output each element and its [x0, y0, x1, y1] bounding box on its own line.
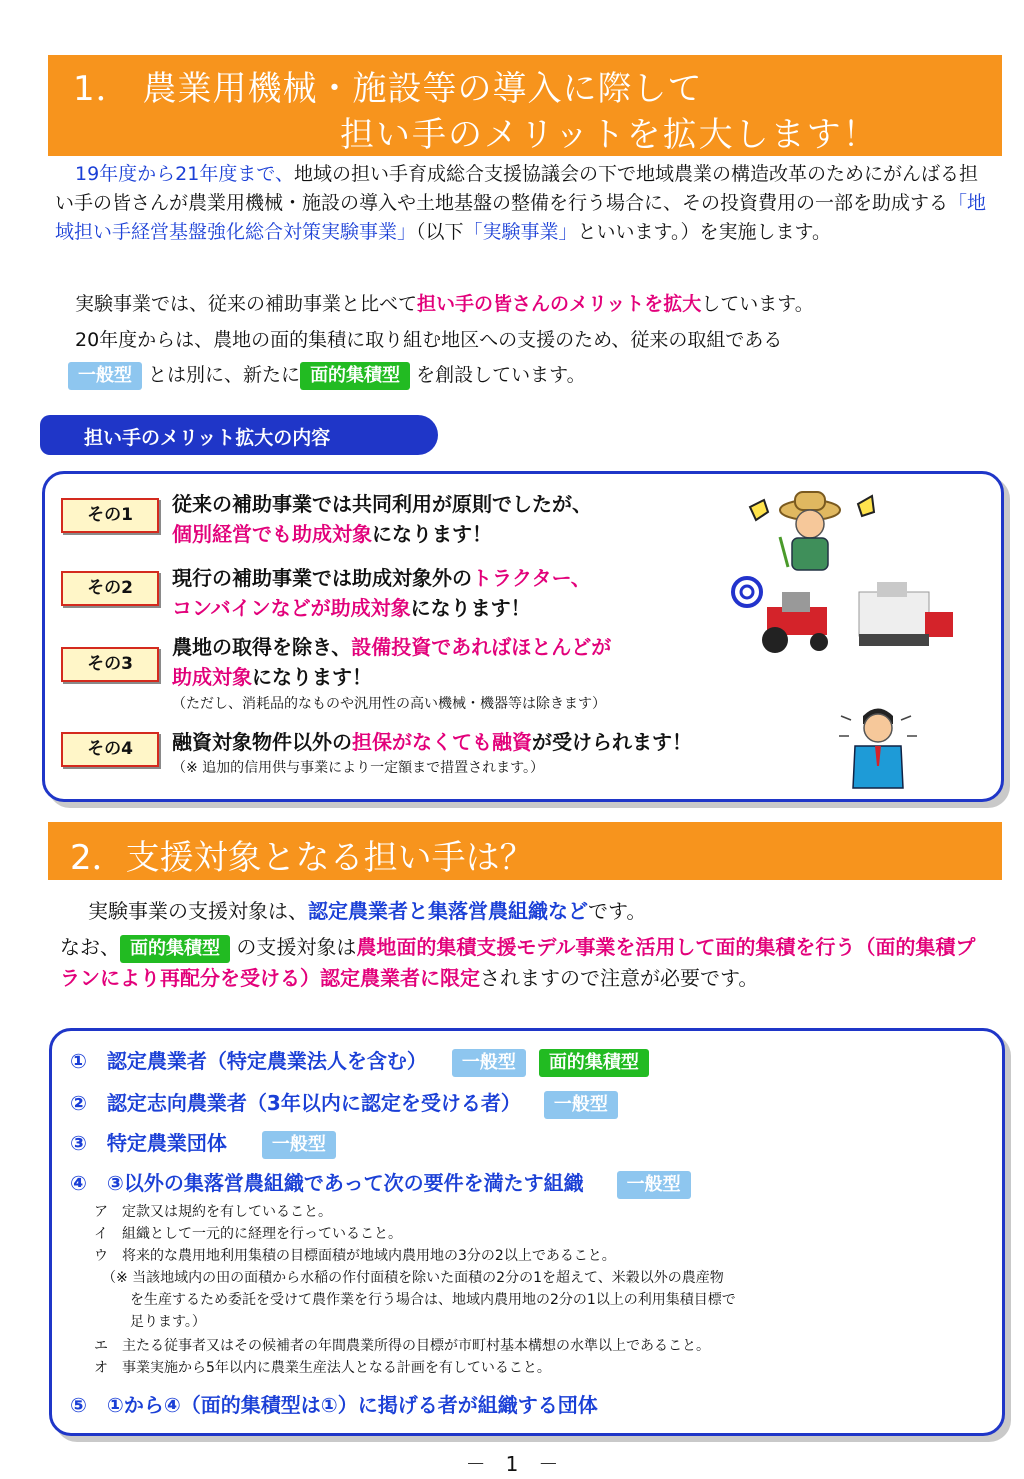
tag-area-type: 面的集積型	[300, 362, 410, 390]
farmer-illustration	[740, 482, 880, 572]
section2-line1-highlight: 認定農業者と集落営農組織など	[308, 899, 588, 923]
section2-note-a: なお、	[60, 935, 120, 959]
target-1-tag-area: 面的集積型	[539, 1049, 649, 1077]
targets-box	[49, 1028, 1005, 1436]
intro-program-name: 「地域担い手経営基盤強化総合対策実験事業」	[55, 192, 987, 243]
merit-2-highlight2: コンバインなどが助成対象	[172, 596, 411, 620]
merit-1-line1: 従来の補助事業では共同利用が原則でしたが、	[172, 492, 592, 516]
merit-4-highlight: 担保がなくても融資	[352, 730, 532, 754]
merit-4-line1	[172, 726, 692, 755]
intro-text-a: 地域の担い手育成総合支援協議会の下で地域農業の構造改革のためにがんばる担い手の皆さんが農業用機械・施設の導入や土地基盤の整備を行う場合に、その投資費用の一部を助成する	[55, 163, 978, 214]
merit-text-c: しています。	[701, 293, 814, 315]
y20-types-line	[68, 359, 586, 391]
merit-3-line1	[172, 631, 611, 660]
tag-general-type: 一般型	[68, 362, 142, 390]
y20-end-text: を創設しています。	[416, 364, 586, 386]
merit-4-tail: が受けられます！	[532, 730, 692, 754]
requirement-u: ウ 将来的な農用地利用集積の目標面積が地域内農用地の3分の2以上であること。	[94, 1248, 616, 1264]
intro-paragraph	[55, 160, 990, 247]
section1-title-line1: 1． 農業用機械・施設等の導入に際して	[73, 69, 703, 109]
section1-title-band	[48, 55, 1002, 156]
section2-note	[60, 932, 990, 994]
merit-2-highlight1: トラクター、	[472, 566, 591, 590]
target-4-tag-general: 一般型	[617, 1171, 691, 1199]
machinery-illustration	[727, 572, 957, 662]
intro-text-c: といいます。）を実施します。	[577, 221, 832, 243]
merit-3-highlight2: 助成対象	[172, 665, 252, 689]
merit-box	[42, 471, 1004, 802]
merit-sentence	[75, 290, 814, 319]
section2-note-highlight2: を行う（面的集積プランにより再配分を受ける）認定農業者に限定	[60, 935, 976, 990]
target-3-tag-general: 一般型	[262, 1131, 336, 1159]
merit-1-highlight: 個別経営でも助成対象	[172, 522, 372, 546]
merit-text-a: 実験事業では、従来の補助事業と比べて	[75, 293, 418, 315]
y20-mid-text: とは別に、新たに	[148, 364, 301, 386]
target-5: ⑤ ①から④（面的集積型は①）に掲げる者が組織する団体	[70, 1393, 598, 1417]
merit-label-4: その4	[61, 732, 159, 767]
target-4	[70, 1167, 691, 1199]
merit-header-label: 担い手のメリット拡大の内容	[84, 427, 331, 449]
requirement-u-note-1: （※ 当該地域内の田の面積から水稲の作付面積を除いた面積の2分の1を超えて、米穀以外の農産物	[102, 1270, 724, 1286]
target-2-text: ② 認定志向農業者（3年以内に認定を受ける者）	[70, 1091, 521, 1115]
intro-lead: 19年度から21年度まで、	[75, 163, 294, 185]
merit-label-1: その1	[61, 498, 159, 533]
target-2-tag-general: 一般型	[544, 1091, 618, 1119]
merit-1-line2	[172, 518, 492, 547]
section2-note-d: 必要です。	[660, 966, 759, 990]
merit-3-note: （ただし、消耗品的なものや汎用性の高い機械・機器等は除きます）	[172, 696, 606, 712]
section2-line1	[88, 897, 646, 926]
target-4-text: ④ ③以外の集落営農組織であって次の要件を満たす組織	[70, 1171, 584, 1195]
section2-title: 2．支援対象となる担い手は？	[70, 838, 534, 878]
requirement-i: イ 組織として一元的に経理を行っていること。	[94, 1226, 402, 1242]
merit-label-3: その3	[61, 647, 159, 682]
merit-4-note: （※ 追加的信用供与事業により一定額まで措置されます。）	[172, 760, 545, 776]
merit-2-tail: になります！	[410, 596, 531, 620]
target-3-text: ③ 特定農業団体	[70, 1131, 227, 1155]
section2-line1-end: です。	[588, 899, 647, 923]
merit-header-pill	[40, 415, 438, 455]
section2-line1-text: 実験事業の支援対象は、	[88, 899, 308, 923]
section2-note-highlight1: 農地面的集積支援モデル事業を活用して面的集積	[356, 935, 796, 959]
requirement-a: ア 定款又は規約を有していること。	[94, 1204, 332, 1220]
requirement-u-note-3: 足ります。）	[130, 1314, 206, 1330]
requirement-e: エ 主たる従事者又はその候補者の年間農業所得の目標が市町村基本構想の水準以上であること。	[94, 1338, 710, 1354]
section2-title-band	[48, 822, 1002, 880]
section2-note-c: されますので注意が	[480, 966, 660, 990]
page-number: － 1 －	[465, 1452, 559, 1476]
requirement-u-note-2: を生産するため委託を受けて農作業を行う場合は、地域内農用地の2分の1以上の利用集積目標で	[130, 1292, 736, 1308]
target-2	[70, 1087, 618, 1119]
merit-2-line1	[172, 562, 591, 591]
target-1	[70, 1045, 649, 1077]
target-3	[70, 1127, 336, 1159]
intro-short-name: 「実験事業」	[463, 221, 578, 243]
merit-3-line2	[172, 661, 372, 690]
merit-3-tail: になります！	[252, 665, 372, 689]
section1-title-line2: 担い手のメリットを拡大します！	[340, 115, 879, 155]
merit-1-tail: になります！	[372, 522, 492, 546]
requirement-o: オ 事業実施から5年以内に農業生産法人となる計画を有していること。	[94, 1360, 551, 1376]
section2-tag-area: 面的集積型	[120, 935, 230, 963]
target-1-text: ① 認定農業者（特定農業法人を含む）	[70, 1049, 427, 1073]
merit-2-line2	[172, 592, 531, 621]
target-1-tag-general: 一般型	[452, 1049, 526, 1077]
y20-line: 20年度からは、農地の面的集積に取り組む地区への支援のため、従来の取組である	[75, 329, 783, 351]
businessman-illustration	[833, 696, 923, 791]
merit-2-text: 現行の補助事業では助成対象外の	[172, 566, 472, 590]
merit-highlight: 担い手の皆さんのメリットを拡大	[417, 293, 702, 315]
merit-label-2: その2	[61, 571, 159, 606]
section2-note-b: の支援対象は	[236, 935, 357, 959]
merit-4-text: 融資対象物件以外の	[172, 730, 352, 754]
merit-3-highlight1: 設備投資であればほとんどが	[351, 635, 612, 659]
intro-text-b: （以下	[416, 221, 464, 243]
merit-3-text: 農地の取得を除き、	[172, 635, 352, 659]
